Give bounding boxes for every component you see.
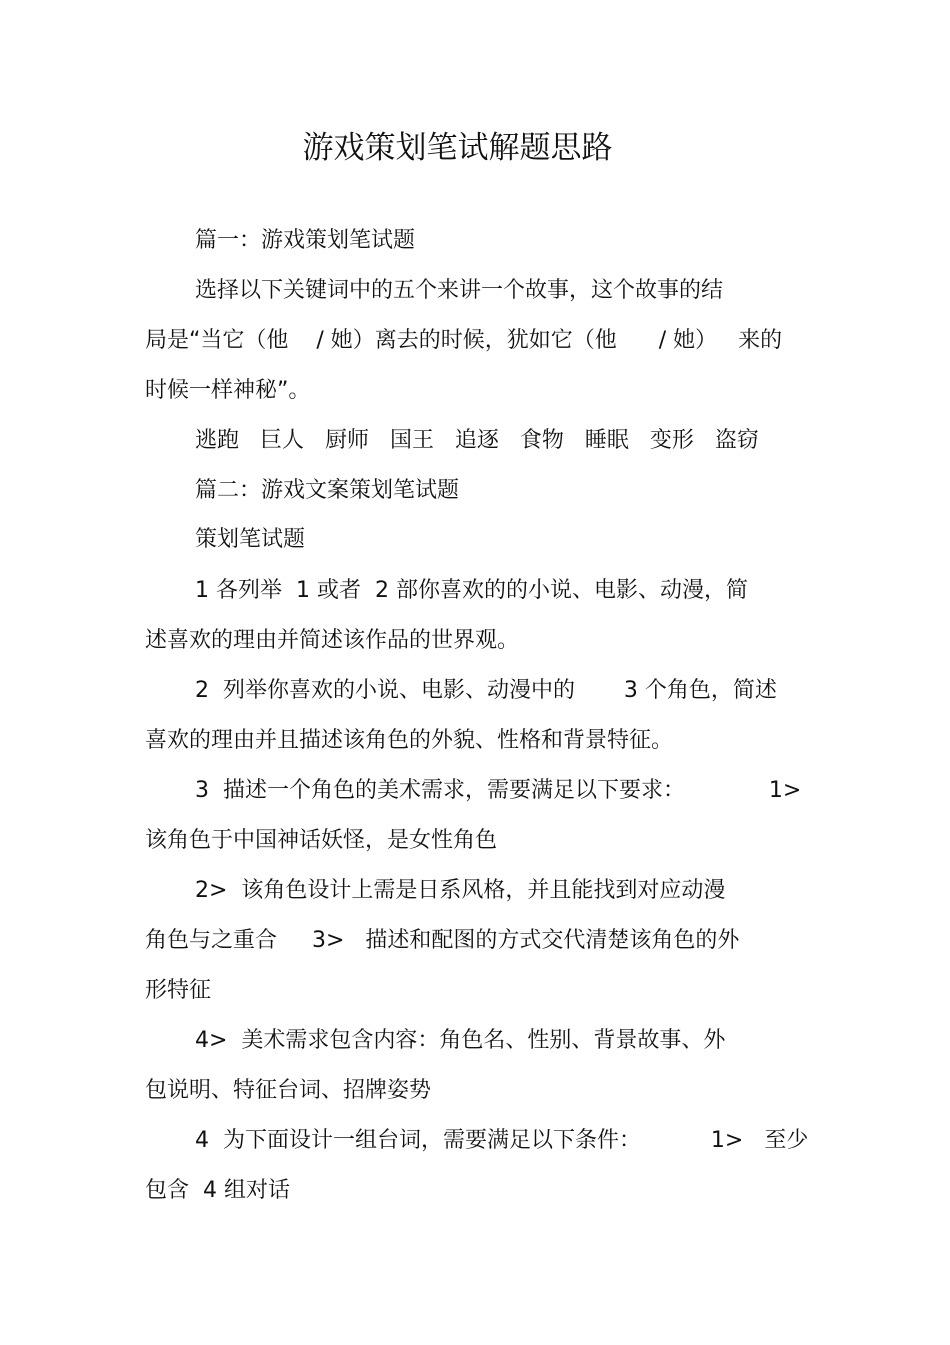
keyword-line: 逃跑 巨人 厨师 国王 追逐 食物 睡眠 变形 盗窃 xyxy=(195,428,759,453)
question-4-line: 4 为下面设计一组台词，需要满足以下条件： 1> 至少 xyxy=(195,1128,809,1153)
paragraph-line: 局是“当它（他 / 她）离去的时候，犹如它（他 / 她） 来的 xyxy=(145,328,783,353)
document-title: 游戏策划笔试解题思路 xyxy=(302,130,613,166)
section-heading-2: 篇二：游戏文案策划笔试题 xyxy=(195,478,460,503)
question-2-line: 2 列举你喜欢的小说、电影、动漫中的 3 个角色，简述 xyxy=(195,678,777,703)
paragraph-line: 选择以下关键词中的五个来讲一个故事，这个故事的结 xyxy=(195,278,724,303)
paragraph-line: 时候一样神秘”。 xyxy=(145,378,311,403)
question-3-line: 3 描述一个角色的美术需求，需要满足以下要求： 1> xyxy=(195,778,802,803)
question-3-line: 4> 美术需求包含内容：角色名、性别、背景故事、外 xyxy=(195,1028,726,1053)
question-3-line: 该角色于中国神话妖怪，是女性角色 xyxy=(145,828,498,853)
question-1-line: 1 各列举 1 或者 2 部你喜欢的的小说、电影、动漫，简 xyxy=(195,578,748,603)
question-1-line: 述喜欢的理由并简述该作品的世界观。 xyxy=(145,628,520,653)
subheading: 策划笔试题 xyxy=(195,527,306,552)
question-3-line: 包说明、特征台词、招牌姿势 xyxy=(145,1078,432,1103)
question-4-line: 包含 4 组对话 xyxy=(145,1178,290,1203)
question-2-line: 喜欢的理由并且描述该角色的外貌、性格和背景特征。 xyxy=(145,728,674,753)
section-heading-1: 篇一：游戏策划笔试题 xyxy=(195,228,416,253)
question-3-line: 2> 该角色设计上需是日系风格，并且能找到对应动漫 xyxy=(195,878,726,903)
question-3-line: 形特征 xyxy=(145,978,212,1003)
question-3-line: 角色与之重合 3> 描述和配图的方式交代清楚该角色的外 xyxy=(145,928,740,953)
